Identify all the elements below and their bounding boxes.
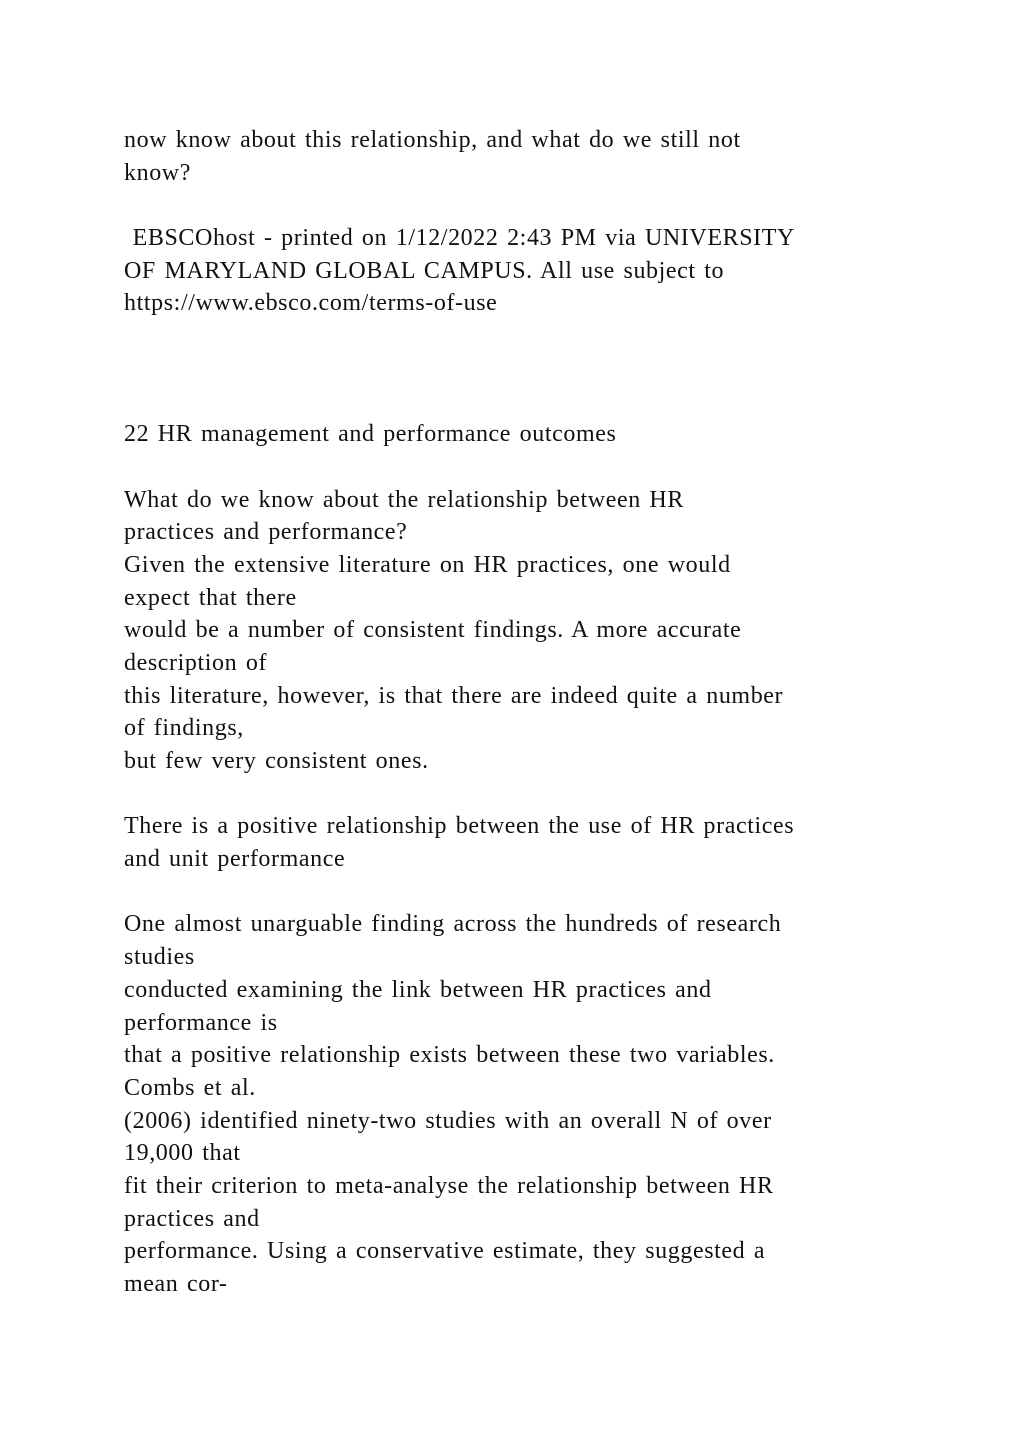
text-line: There is a positive relationship between the use of HR practices [124, 813, 795, 840]
text-line: description of [124, 649, 268, 676]
ebsco-footer-note [124, 222, 924, 320]
blank-line [124, 778, 924, 811]
text-line: practices and performance? [124, 519, 408, 546]
text-line: studies [124, 944, 195, 971]
blank-line [124, 451, 924, 484]
text-line: now know about this relationship, and what do we still not [124, 127, 741, 153]
text-line: of findings, [124, 715, 244, 742]
text-line: and unit performance [124, 846, 346, 873]
section-question [124, 484, 924, 549]
paragraph-1 [124, 549, 924, 778]
text-line: fit their criterion to meta-analyse the relationship between HR [124, 1172, 774, 1199]
text-line: OF MARYLAND GLOBAL CAMPUS. All use subject to [124, 257, 725, 284]
text-line: (2006) identified ninety-two studies with an overall N of over [124, 1107, 772, 1134]
subheading [124, 810, 924, 875]
text-line: 19,000 that [124, 1140, 241, 1167]
blank-line [124, 876, 924, 909]
text-line: EBSCOhost - printed on 1/12/2022 2:43 PM via UNIVERSITY [124, 225, 795, 252]
text-line: but few very consistent ones. [124, 748, 429, 774]
text-line: performance is [124, 1009, 278, 1036]
terms-of-use-link[interactable]: https://www.ebsco.com/terms-of-use [124, 290, 498, 317]
paragraph-2 [124, 908, 924, 1300]
text-line: this literature, however, is that there are indeed quite a number [124, 682, 784, 709]
text-line: Given the extensive literature on HR practices, one would [124, 551, 731, 578]
text-line: Combs et al. [124, 1074, 256, 1101]
fragment-text [124, 124, 924, 189]
text-line: conducted examining the link between HR practices and [124, 976, 712, 1003]
text-line: know? [124, 159, 191, 186]
text-line: that a positive relationship exists between these two variables. [124, 1042, 775, 1069]
text-line: expect that there [124, 584, 297, 611]
blank-line [124, 189, 924, 222]
text-line: What do we know about the relationship between HR [124, 486, 684, 513]
running-header: 22 HR management and performance outcomes [124, 421, 617, 448]
text-line: One almost unarguable finding across the hundreds of research [124, 911, 782, 938]
text-line: performance. Using a conservative estimate, they suggested a [124, 1238, 766, 1265]
text-line: practices and [124, 1205, 260, 1232]
blank-gap [124, 320, 924, 418]
text-line: would be a number of consistent findings. A more accurate [124, 617, 742, 644]
document-page [124, 124, 924, 1301]
text-line: mean cor- [124, 1271, 228, 1297]
